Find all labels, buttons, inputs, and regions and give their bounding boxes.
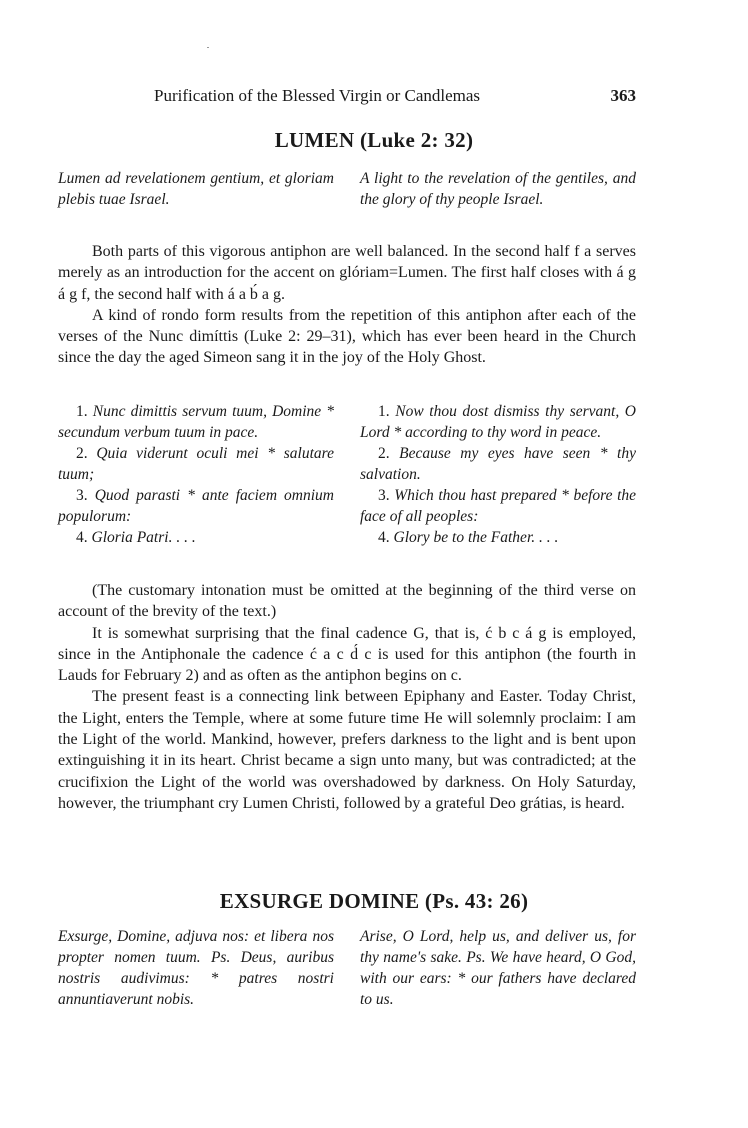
exsurge-text-columns <box>58 926 636 1010</box>
verse-text: Because my eyes have seen * thy salvation. <box>360 445 636 483</box>
commentary-paragraph: Both parts of this vigorous antiphon are well balanced. In the second half f a serves merely as an introduction for the accent on glóriam=Lumen. The first half closes with á g á g f, the second half with á a b́ a g. <box>58 243 636 303</box>
verse-text: Nunc dimittis servum tuum, Domine * secundum verbum tuum in pace. <box>58 403 335 441</box>
verses-latin <box>58 401 334 548</box>
page-number: 363 <box>610 86 636 105</box>
verse-item <box>58 527 334 548</box>
lumen-latin: Lumen ad revelationem gentium, et gloriam plebis tuae Israel. <box>58 170 334 208</box>
scan-speck <box>207 47 209 48</box>
commentary-paragraph: (The customary intonation must be omitted at the beginning of the third verse on account of the brevity of the text.) <box>58 582 636 621</box>
verse-number: 2. <box>76 445 88 462</box>
verse-item <box>360 527 636 548</box>
nunc-dimittis-verses <box>58 401 636 548</box>
commentary-paragraph: The present feast is a connecting link between Epiphany and Easter. Today Christ, the Light, enters the Temple, where at some future time He will solemnly proclaim: I am the Light of the world. Mankind, however, prefers darkness to the light and is bent upon extinguishing it in its heart. Christ became a sign unto many, but was contradicted; at the crucifixion the Light of the world was overshadowed by darkness. On Holy Saturday, however, the triumphant cry Lumen Christi, followed by a grateful Deo grátias, is heard. <box>58 688 636 812</box>
lumen-text-columns <box>58 168 636 210</box>
verse-text: Gloria Patri. . . . <box>91 529 196 546</box>
running-title: Purification of the Blessed Virgin or Candlemas <box>154 86 481 105</box>
verse-item <box>360 485 636 527</box>
exsurge-latin: Exsurge, Domine, adjuva nos: et libera nos propter nomen tuum. Ps. Deus, auribus nostris audivimus: * patres nostri annuntiaverunt nobis. <box>58 928 334 1008</box>
verse-number: 4. <box>76 529 88 546</box>
verse-item <box>58 443 334 485</box>
section-title-lumen: LUMEN (Luke 2: 32) <box>274 128 474 152</box>
verse-item <box>58 485 334 527</box>
section-title-exsurge: EXSURGE DOMINE (Ps. 43: 26) <box>219 889 529 913</box>
commentary-block-1 <box>58 241 636 369</box>
verse-text: Glory be to the Father. . . . <box>393 529 559 546</box>
verse-number: 4. <box>378 529 390 546</box>
verse-number: 1. <box>378 403 390 420</box>
verse-item <box>360 401 636 443</box>
commentary-block-2 <box>58 580 636 814</box>
verse-item <box>58 401 334 443</box>
verse-text: Quia viderunt oculi mei * salutare tuum; <box>58 445 334 483</box>
commentary-paragraph: It is somewhat surprising that the final cadence G, that is, ć b c á g is employed, since in the Antiphonale the cadence ć a c d́ c is used for this antiphon (the fourth in Lauds for February 2) and as often as the antiphon begins on c. <box>58 624 636 685</box>
exsurge-english: Arise, O Lord, help us, and deliver us, for thy name's sake. Ps. We have heard, O God, with our ears: * our fathers have declared to us. <box>360 928 636 1008</box>
verse-number: 3. <box>378 487 390 504</box>
verse-item <box>360 443 636 485</box>
verse-number: 2. <box>378 445 390 462</box>
verse-number: 3. <box>76 487 88 504</box>
verse-text: Which thou hast prepared * before the face of all peoples: <box>360 487 637 525</box>
lumen-english: A light to the revelation of the gentiles, and the glory of thy people Israel. <box>360 170 636 208</box>
verses-english <box>360 401 636 548</box>
verse-text: Quod parasti * ante faciem omnium populorum: <box>58 487 335 525</box>
verse-number: 1. <box>76 403 88 420</box>
verse-text: Now thou dost dismiss thy servant, O Lord * according to thy word in peace. <box>360 403 636 441</box>
commentary-paragraph: A kind of rondo form results from the repetition of this antiphon after each of the verses of the Nunc dimíttis (Luke 2: 29–31), which has ever been heard in the Church since the day the aged Simeon sang it in the joy of the Holy Ghost. <box>58 306 636 367</box>
